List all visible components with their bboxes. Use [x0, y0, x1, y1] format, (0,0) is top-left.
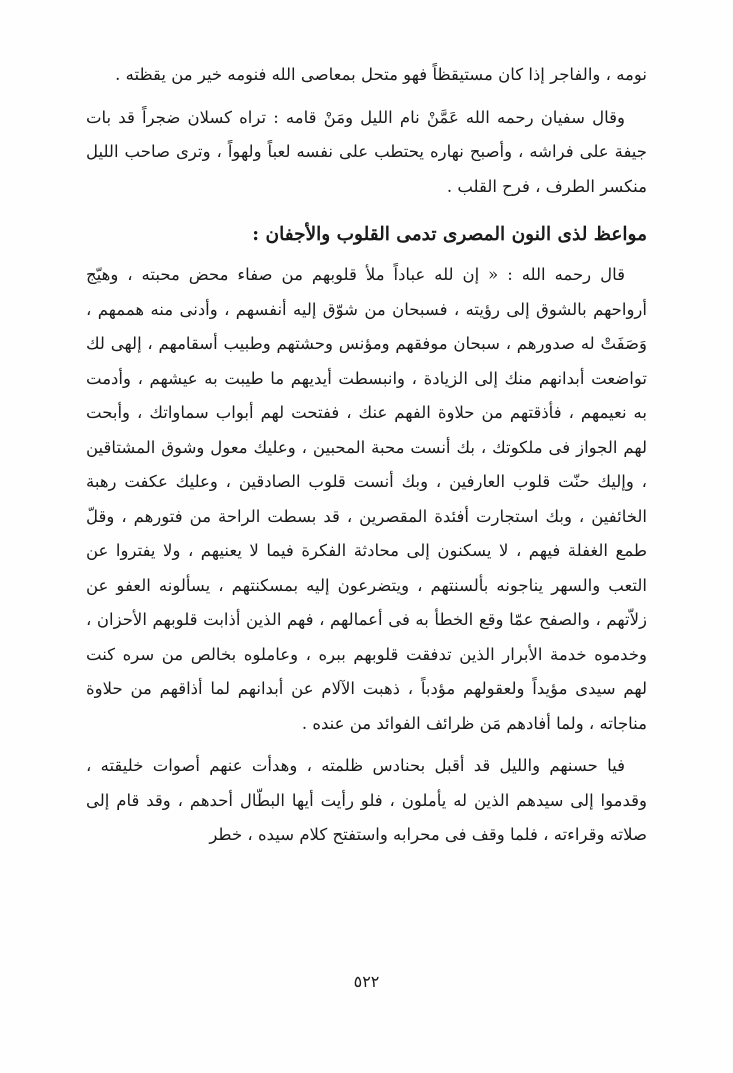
section-heading: مواعظ لذى النون المصرى تدمى القلوب والأجفان : [252, 224, 647, 245]
page-number: ٥٢٢ [353, 972, 380, 991]
paragraph-night-description: فيا حسنهم والليل قد أقبل بحنادس ظلمته ، وهدأت عنهم أصوات خليقته ، وقدموا إلى سيدهم الذين له يأملون ، فلو رأيت أيها البطّال أحدهم ، وقد قام إلى صلاته وقراءته ، فلما وقف فى محرابه واستفتح كلام سيده ، خطر [86, 756, 647, 844]
page-body-text [86, 58, 647, 853]
paragraph-sufyan-quote: وقال سفيان رحمه الله عَمَّنْ نام الليل ومَنْ قامه : تراه كسلان ضجراً قد بات جيفة على فراشه ، وأصبح نهاره يحتطب على نفسه لعباً ولهواً ، وترى صاحب الليل منكسر الطرف ، فرح القلب . [86, 107, 647, 196]
paragraph-continuation: نومه ، والفاجر إذا كان مستيقظاً فهو متحل بمعاصى الله فنومه خير من يقظته . [115, 65, 647, 84]
paragraph-dhul-nun-sermon: قال رحمه الله : « إن لله عباداً ملأ قلوبهم من صفاء محض محبته ، وهيّج أرواحهم بالشوق إلى رؤيته ، فسبحان من شوّق إليه أنفسهم ، وأدنى منه هممهم ، وَصَفَتْ له صدورهم ، سبحان موفقهم ومؤنس وحشتهم وطبيب أسقامهم ، إلهى لك تواضعت أبدانهم منك إلى الزيادة ، وانبسطت أيديهم ما طيبت به عيشهم ، وأدمت به نعيمهم ، فأذقتهم من حلاوة الفهم عنك ، ففتحت لهم أبواب سماواتك ، وأبحت لهم الجواز فى ملكوتك ، بك أنست محبة المحبين ، وعليك معول وشوق المشتاقين ، وإليك حنّت قلوب العارفين ، وبك أنست قلوب الصادقين ، وعليك عكفت رهبة الخائفين ، وبك استجارت أفئدة المقصرين ، قد بسطت الراحة من فتورهم ، وقلّ طمع الغفلة فيهم ، لا يسكنون إلى محادثة الفكرة فيما لا يعنيهم ، ولا يفتروا عن التعب والسهر يناجونه بألسنتهم ، ويتضرعون إليه بمسكنتهم ، يسألونه العفو عن زلاّتهم ، والصفح عمّا وقع الخطأ به فى أعمالهم ، فهم الذين أذابت قلوبهم الأحزان ، وخدموه خدمة الأبرار الذين تدفقت قلوبهم ببره ، وعاملوه بخالص من سره كنت لهم سيدى مؤيداً ولعقولهم مؤدباً ، ذهبت الآلام عن أبدانهم لما أذاقهم من حلاوة مناجاته ، ولما أفادهم مَن ظرائف الفوائد من عنده . [86, 265, 647, 733]
